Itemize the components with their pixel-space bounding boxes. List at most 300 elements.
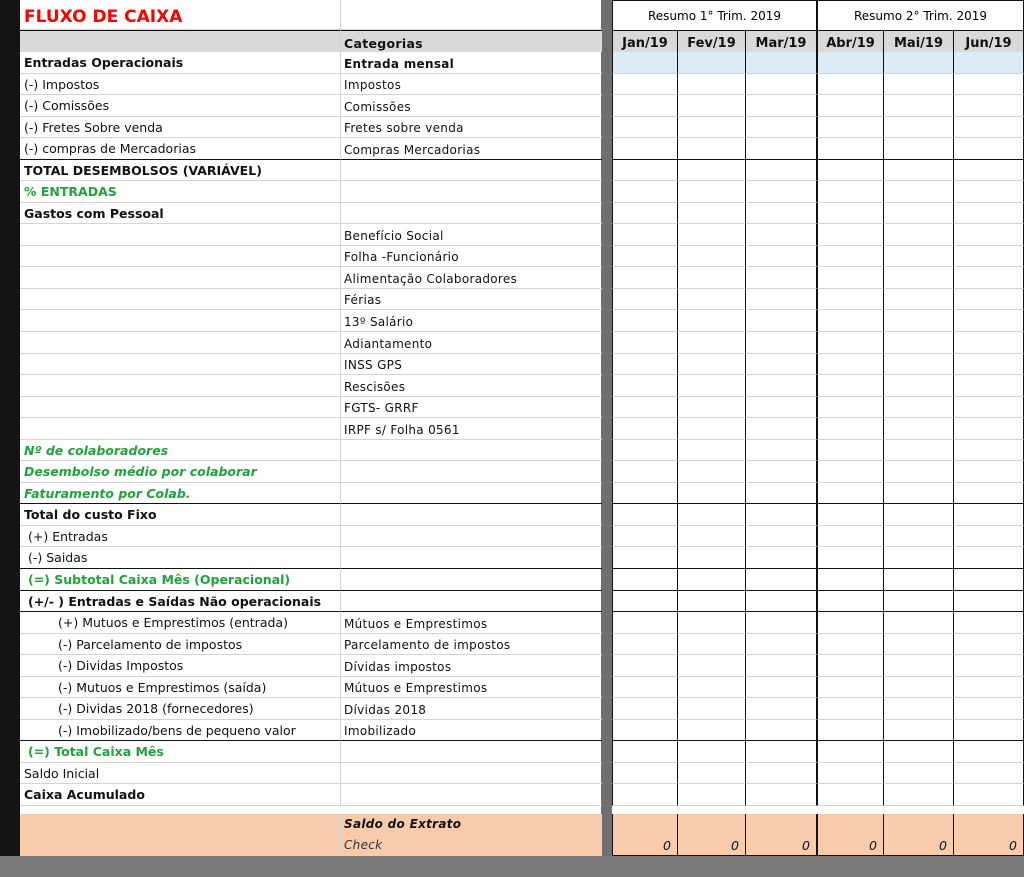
month-cell[interactable] bbox=[746, 203, 817, 224]
month-cell[interactable] bbox=[884, 483, 954, 504]
month-cell[interactable] bbox=[884, 612, 954, 634]
row-label[interactable] bbox=[20, 332, 341, 354]
month-cell[interactable] bbox=[884, 138, 954, 160]
month-cell[interactable] bbox=[746, 310, 817, 332]
month-cell[interactable] bbox=[954, 720, 1024, 741]
row-category[interactable]: Dívidas impostos bbox=[341, 655, 602, 677]
month-cell[interactable] bbox=[612, 720, 678, 741]
month-cell[interactable] bbox=[678, 52, 746, 74]
month-cell[interactable] bbox=[612, 203, 678, 224]
month-cell[interactable] bbox=[954, 117, 1024, 138]
month-cell[interactable] bbox=[884, 418, 954, 440]
month-cell[interactable] bbox=[884, 74, 954, 95]
month-cell[interactable] bbox=[954, 310, 1024, 332]
row-label[interactable] bbox=[20, 246, 341, 267]
month-cell[interactable] bbox=[612, 569, 678, 591]
row-label[interactable]: (+) Entradas bbox=[20, 526, 341, 547]
row-category[interactable]: Mútuos e Emprestimos bbox=[341, 612, 602, 634]
month-cell[interactable] bbox=[817, 784, 884, 806]
month-cell[interactable] bbox=[678, 267, 746, 289]
row-label[interactable] bbox=[20, 310, 341, 332]
month-cell[interactable] bbox=[884, 741, 954, 763]
month-cell[interactable] bbox=[817, 354, 884, 375]
month-cell[interactable] bbox=[678, 289, 746, 310]
month-cell[interactable] bbox=[746, 160, 817, 181]
check-cell-a[interactable] bbox=[20, 835, 341, 856]
row-category[interactable] bbox=[341, 504, 602, 526]
month-cell[interactable] bbox=[678, 720, 746, 741]
month-cell[interactable] bbox=[746, 138, 817, 160]
month-cell[interactable] bbox=[746, 375, 817, 397]
row-category[interactable] bbox=[341, 160, 602, 181]
month-cell[interactable] bbox=[746, 181, 817, 203]
row-category[interactable]: Compras Mercadorias bbox=[341, 138, 602, 160]
month-cell[interactable] bbox=[954, 655, 1024, 677]
row-label[interactable]: (+) Mutuos e Emprestimos (entrada) bbox=[20, 612, 341, 634]
month-cell[interactable] bbox=[884, 332, 954, 354]
row-category[interactable] bbox=[341, 440, 602, 461]
month-cell[interactable] bbox=[678, 418, 746, 440]
row-category[interactable] bbox=[341, 547, 602, 569]
month-cell[interactable] bbox=[678, 332, 746, 354]
month-cell[interactable] bbox=[612, 332, 678, 354]
month-cell[interactable] bbox=[954, 504, 1024, 526]
saldo-cell[interactable] bbox=[678, 814, 746, 835]
month-cell[interactable] bbox=[884, 52, 954, 74]
row-label[interactable]: Saldo Inicial bbox=[20, 763, 341, 784]
row-label[interactable]: % ENTRADAS bbox=[20, 181, 341, 203]
row-label[interactable] bbox=[20, 289, 341, 310]
month-cell[interactable] bbox=[678, 526, 746, 547]
month-cell[interactable] bbox=[884, 784, 954, 806]
month-header-jan[interactable]: Jan/19 bbox=[612, 30, 678, 52]
month-cell[interactable] bbox=[746, 591, 817, 612]
month-cell[interactable] bbox=[678, 95, 746, 117]
month-cell[interactable] bbox=[678, 160, 746, 181]
month-cell[interactable] bbox=[678, 224, 746, 246]
month-cell[interactable] bbox=[954, 267, 1024, 289]
month-cell[interactable] bbox=[746, 267, 817, 289]
month-cell[interactable] bbox=[884, 698, 954, 720]
month-cell[interactable] bbox=[954, 289, 1024, 310]
saldo-extrato-label[interactable]: Saldo do Extrato bbox=[341, 814, 602, 835]
month-cell[interactable] bbox=[954, 741, 1024, 763]
month-cell[interactable] bbox=[817, 267, 884, 289]
month-cell[interactable] bbox=[612, 634, 678, 655]
month-cell[interactable] bbox=[884, 397, 954, 418]
row-label[interactable]: Nº de colaboradores bbox=[20, 440, 341, 461]
month-cell[interactable] bbox=[746, 784, 817, 806]
check-value-fev[interactable]: 0 bbox=[678, 835, 746, 856]
month-cell[interactable] bbox=[678, 440, 746, 461]
row-category[interactable]: Impostos bbox=[341, 74, 602, 95]
row-category[interactable] bbox=[341, 181, 602, 203]
month-cell[interactable] bbox=[817, 117, 884, 138]
month-cell[interactable] bbox=[954, 612, 1024, 634]
month-cell[interactable] bbox=[746, 547, 817, 569]
row-label[interactable]: (-) Parcelamento de impostos bbox=[20, 634, 341, 655]
row-category[interactable] bbox=[341, 741, 602, 763]
month-cell[interactable] bbox=[817, 246, 884, 267]
row-category[interactable]: FGTS- GRRF bbox=[341, 397, 602, 418]
month-cell[interactable] bbox=[954, 698, 1024, 720]
row-category[interactable]: Entrada mensal bbox=[341, 52, 602, 74]
month-header-fev[interactable]: Fev/19 bbox=[678, 30, 746, 52]
check-value-abr[interactable]: 0 bbox=[817, 835, 884, 856]
row-label[interactable] bbox=[20, 267, 341, 289]
month-cell[interactable] bbox=[746, 741, 817, 763]
row-label[interactable] bbox=[20, 397, 341, 418]
month-cell[interactable] bbox=[746, 698, 817, 720]
month-cell[interactable] bbox=[612, 95, 678, 117]
month-cell[interactable] bbox=[678, 461, 746, 483]
header-cell-a[interactable] bbox=[20, 30, 341, 52]
row-label[interactable]: (-) compras de Mercadorias bbox=[20, 138, 341, 160]
row-category[interactable]: Parcelamento de impostos bbox=[341, 634, 602, 655]
month-cell[interactable] bbox=[678, 612, 746, 634]
row-label[interactable] bbox=[20, 418, 341, 440]
month-cell[interactable] bbox=[954, 591, 1024, 612]
check-value-mar[interactable]: 0 bbox=[746, 835, 817, 856]
row-category[interactable] bbox=[341, 763, 602, 784]
month-cell[interactable] bbox=[746, 677, 817, 698]
month-cell[interactable] bbox=[678, 504, 746, 526]
month-cell[interactable] bbox=[678, 698, 746, 720]
sheet-title[interactable]: FLUXO DE CAIXA bbox=[20, 0, 341, 30]
month-cell[interactable] bbox=[884, 677, 954, 698]
month-cell[interactable] bbox=[678, 375, 746, 397]
month-header-jun[interactable]: Jun/19 bbox=[954, 30, 1024, 52]
saldo-cell[interactable] bbox=[612, 814, 678, 835]
month-cell[interactable] bbox=[612, 397, 678, 418]
month-cell[interactable] bbox=[678, 569, 746, 591]
month-cell[interactable] bbox=[817, 74, 884, 95]
month-cell[interactable] bbox=[954, 547, 1024, 569]
month-header-mar[interactable]: Mar/19 bbox=[746, 30, 817, 52]
month-cell[interactable] bbox=[612, 289, 678, 310]
row-category[interactable] bbox=[341, 784, 602, 806]
month-cell[interactable] bbox=[612, 160, 678, 181]
month-cell[interactable] bbox=[884, 569, 954, 591]
month-cell[interactable] bbox=[817, 310, 884, 332]
month-cell[interactable] bbox=[817, 634, 884, 655]
month-cell[interactable] bbox=[954, 397, 1024, 418]
month-cell[interactable] bbox=[817, 483, 884, 504]
saldo-cell[interactable] bbox=[884, 814, 954, 835]
row-category[interactable]: Alimentação Colaboradores bbox=[341, 267, 602, 289]
month-cell[interactable] bbox=[954, 203, 1024, 224]
month-cell[interactable] bbox=[954, 784, 1024, 806]
row-label[interactable]: (=) Total Caixa Mês bbox=[20, 741, 341, 763]
month-cell[interactable] bbox=[817, 224, 884, 246]
month-cell[interactable] bbox=[612, 784, 678, 806]
month-cell[interactable] bbox=[954, 160, 1024, 181]
month-cell[interactable] bbox=[746, 418, 817, 440]
row-category[interactable]: Comissões bbox=[341, 95, 602, 117]
month-cell[interactable] bbox=[884, 763, 954, 784]
month-cell[interactable] bbox=[678, 763, 746, 784]
saldo-cell[interactable] bbox=[817, 814, 884, 835]
month-cell[interactable] bbox=[612, 246, 678, 267]
month-cell[interactable] bbox=[746, 483, 817, 504]
month-cell[interactable] bbox=[746, 95, 817, 117]
month-cell[interactable] bbox=[678, 203, 746, 224]
month-cell[interactable] bbox=[612, 461, 678, 483]
check-label[interactable]: Check bbox=[341, 835, 602, 856]
month-cell[interactable] bbox=[954, 332, 1024, 354]
month-cell[interactable] bbox=[884, 181, 954, 203]
check-value-mai[interactable]: 0 bbox=[884, 835, 954, 856]
month-cell[interactable] bbox=[678, 591, 746, 612]
month-cell[interactable] bbox=[746, 504, 817, 526]
month-cell[interactable] bbox=[612, 591, 678, 612]
month-cell[interactable] bbox=[817, 397, 884, 418]
month-cell[interactable] bbox=[884, 117, 954, 138]
month-cell[interactable] bbox=[817, 763, 884, 784]
month-cell[interactable] bbox=[884, 267, 954, 289]
row-category[interactable]: Férias bbox=[341, 289, 602, 310]
trimester-1-header[interactable]: Resumo 1° Trim. 2019 bbox=[612, 0, 817, 30]
month-cell[interactable] bbox=[884, 160, 954, 181]
row-category[interactable]: IRPF s/ Folha 0561 bbox=[341, 418, 602, 440]
month-cell[interactable] bbox=[817, 591, 884, 612]
month-cell[interactable] bbox=[746, 655, 817, 677]
row-category[interactable]: Rescisões bbox=[341, 375, 602, 397]
month-cell[interactable] bbox=[954, 440, 1024, 461]
month-cell[interactable] bbox=[678, 181, 746, 203]
row-label[interactable]: Entradas Operacionais bbox=[20, 52, 341, 74]
month-cell[interactable] bbox=[954, 634, 1024, 655]
month-cell[interactable] bbox=[746, 224, 817, 246]
row-category[interactable] bbox=[341, 526, 602, 547]
month-cell[interactable] bbox=[884, 655, 954, 677]
month-cell[interactable] bbox=[884, 310, 954, 332]
row-category[interactable]: INSS GPS bbox=[341, 354, 602, 375]
month-cell[interactable] bbox=[746, 720, 817, 741]
month-cell[interactable] bbox=[612, 655, 678, 677]
month-cell[interactable] bbox=[612, 504, 678, 526]
categorias-header[interactable]: Categorias bbox=[341, 30, 602, 52]
row-label[interactable]: (-) Dividas 2018 (fornecedores) bbox=[20, 698, 341, 720]
month-cell[interactable] bbox=[612, 354, 678, 375]
month-cell[interactable] bbox=[746, 569, 817, 591]
month-cell[interactable] bbox=[817, 181, 884, 203]
month-cell[interactable] bbox=[954, 95, 1024, 117]
month-cell[interactable] bbox=[678, 138, 746, 160]
month-cell[interactable] bbox=[954, 246, 1024, 267]
row-label[interactable]: (-) Fretes Sobre venda bbox=[20, 117, 341, 138]
row-label[interactable]: (-) Imobilizado/bens de pequeno valor bbox=[20, 720, 341, 741]
month-cell[interactable] bbox=[612, 612, 678, 634]
month-cell[interactable] bbox=[817, 612, 884, 634]
month-cell[interactable] bbox=[612, 267, 678, 289]
month-cell[interactable] bbox=[678, 483, 746, 504]
month-cell[interactable] bbox=[817, 569, 884, 591]
row-label[interactable]: (-) Saidas bbox=[20, 547, 341, 569]
check-value-jun[interactable]: 0 bbox=[954, 835, 1024, 856]
row-category[interactable]: Dívidas 2018 bbox=[341, 698, 602, 720]
month-cell[interactable] bbox=[678, 677, 746, 698]
month-cell[interactable] bbox=[678, 547, 746, 569]
month-cell[interactable] bbox=[612, 698, 678, 720]
month-cell[interactable] bbox=[612, 181, 678, 203]
row-label[interactable] bbox=[20, 354, 341, 375]
month-header-abr[interactable]: Abr/19 bbox=[817, 30, 884, 52]
month-cell[interactable] bbox=[612, 310, 678, 332]
month-cell[interactable] bbox=[817, 655, 884, 677]
month-cell[interactable] bbox=[884, 547, 954, 569]
month-cell[interactable] bbox=[954, 138, 1024, 160]
month-cell[interactable] bbox=[817, 440, 884, 461]
month-cell[interactable] bbox=[746, 74, 817, 95]
row-category[interactable]: Mútuos e Emprestimos bbox=[341, 677, 602, 698]
row-label[interactable] bbox=[20, 224, 341, 246]
row-label[interactable]: Total do custo Fixo bbox=[20, 504, 341, 526]
month-cell[interactable] bbox=[746, 526, 817, 547]
month-cell[interactable] bbox=[612, 526, 678, 547]
month-cell[interactable] bbox=[954, 375, 1024, 397]
month-cell[interactable] bbox=[678, 117, 746, 138]
month-cell[interactable] bbox=[817, 698, 884, 720]
month-cell[interactable] bbox=[954, 52, 1024, 74]
month-cell[interactable] bbox=[954, 461, 1024, 483]
row-label[interactable]: (=) Subtotal Caixa Mês (Operacional) bbox=[20, 569, 341, 591]
month-cell[interactable] bbox=[884, 95, 954, 117]
row-label[interactable]: (+/- ) Entradas e Saídas Não operacionais bbox=[20, 591, 341, 612]
month-cell[interactable] bbox=[612, 117, 678, 138]
month-cell[interactable] bbox=[817, 418, 884, 440]
month-cell[interactable] bbox=[884, 375, 954, 397]
saldo-cell-a[interactable] bbox=[20, 814, 341, 835]
month-cell[interactable] bbox=[746, 397, 817, 418]
row-category[interactable]: 13º Salário bbox=[341, 310, 602, 332]
month-cell[interactable] bbox=[678, 741, 746, 763]
month-cell[interactable] bbox=[612, 418, 678, 440]
month-cell[interactable] bbox=[817, 375, 884, 397]
month-cell[interactable] bbox=[954, 569, 1024, 591]
row-category[interactable] bbox=[341, 569, 602, 591]
month-cell[interactable] bbox=[954, 181, 1024, 203]
month-cell[interactable] bbox=[884, 203, 954, 224]
row-label[interactable]: Desembolso médio por colaborar bbox=[20, 461, 341, 483]
month-cell[interactable] bbox=[954, 526, 1024, 547]
row-label[interactable]: Faturamento por Colab. bbox=[20, 483, 341, 504]
month-cell[interactable] bbox=[678, 354, 746, 375]
month-cell[interactable] bbox=[678, 246, 746, 267]
month-cell[interactable] bbox=[612, 375, 678, 397]
month-cell[interactable] bbox=[817, 720, 884, 741]
row-label[interactable]: (-) Dividas Impostos bbox=[20, 655, 341, 677]
month-cell[interactable] bbox=[884, 720, 954, 741]
row-category[interactable]: Folha -Funcionário bbox=[341, 246, 602, 267]
row-category[interactable] bbox=[341, 461, 602, 483]
month-cell[interactable] bbox=[817, 741, 884, 763]
month-cell[interactable] bbox=[746, 117, 817, 138]
month-cell[interactable] bbox=[817, 677, 884, 698]
month-cell[interactable] bbox=[817, 461, 884, 483]
month-cell[interactable] bbox=[612, 677, 678, 698]
row-label[interactable]: Caixa Acumulado bbox=[20, 784, 341, 806]
title-cell-b[interactable] bbox=[341, 0, 602, 30]
month-cell[interactable] bbox=[746, 634, 817, 655]
month-cell[interactable] bbox=[884, 634, 954, 655]
row-category[interactable] bbox=[341, 591, 602, 612]
month-cell[interactable] bbox=[678, 74, 746, 95]
month-cell[interactable] bbox=[884, 224, 954, 246]
month-cell[interactable] bbox=[817, 52, 884, 74]
month-cell[interactable] bbox=[884, 591, 954, 612]
month-cell[interactable] bbox=[612, 52, 678, 74]
row-category[interactable]: Benefício Social bbox=[341, 224, 602, 246]
month-cell[interactable] bbox=[817, 138, 884, 160]
month-cell[interactable] bbox=[884, 526, 954, 547]
month-cell[interactable] bbox=[612, 440, 678, 461]
month-cell[interactable] bbox=[746, 52, 817, 74]
month-cell[interactable] bbox=[817, 203, 884, 224]
month-cell[interactable] bbox=[746, 461, 817, 483]
month-cell[interactable] bbox=[746, 440, 817, 461]
month-cell[interactable] bbox=[954, 74, 1024, 95]
row-label[interactable]: TOTAL DESEMBOLSOS (VARIÁVEL) bbox=[20, 160, 341, 181]
month-cell[interactable] bbox=[678, 655, 746, 677]
month-cell[interactable] bbox=[746, 612, 817, 634]
month-cell[interactable] bbox=[678, 310, 746, 332]
month-cell[interactable] bbox=[884, 354, 954, 375]
month-cell[interactable] bbox=[612, 483, 678, 504]
check-value-jan[interactable]: 0 bbox=[612, 835, 678, 856]
month-cell[interactable] bbox=[884, 440, 954, 461]
month-cell[interactable] bbox=[817, 332, 884, 354]
saldo-cell[interactable] bbox=[954, 814, 1024, 835]
month-cell[interactable] bbox=[954, 224, 1024, 246]
month-cell[interactable] bbox=[884, 289, 954, 310]
month-cell[interactable] bbox=[612, 547, 678, 569]
month-cell[interactable] bbox=[954, 418, 1024, 440]
month-cell[interactable] bbox=[678, 397, 746, 418]
row-category[interactable]: Fretes sobre venda bbox=[341, 117, 602, 138]
month-cell[interactable] bbox=[817, 95, 884, 117]
month-cell[interactable] bbox=[746, 332, 817, 354]
month-cell[interactable] bbox=[746, 246, 817, 267]
month-cell[interactable] bbox=[612, 224, 678, 246]
month-cell[interactable] bbox=[817, 289, 884, 310]
month-cell[interactable] bbox=[746, 763, 817, 784]
month-cell[interactable] bbox=[954, 677, 1024, 698]
month-cell[interactable] bbox=[884, 461, 954, 483]
saldo-cell[interactable] bbox=[746, 814, 817, 835]
month-cell[interactable] bbox=[884, 504, 954, 526]
month-cell[interactable] bbox=[884, 246, 954, 267]
month-cell[interactable] bbox=[817, 160, 884, 181]
trimester-2-header[interactable]: Resumo 2° Trim. 2019 bbox=[817, 0, 1024, 30]
month-cell[interactable] bbox=[954, 483, 1024, 504]
row-category[interactable] bbox=[341, 203, 602, 224]
row-category[interactable]: Adiantamento bbox=[341, 332, 602, 354]
month-cell[interactable] bbox=[954, 354, 1024, 375]
row-label[interactable]: Gastos com Pessoal bbox=[20, 203, 341, 224]
row-label[interactable]: (-) Impostos bbox=[20, 74, 341, 95]
month-cell[interactable] bbox=[612, 74, 678, 95]
month-cell[interactable] bbox=[817, 504, 884, 526]
row-label[interactable]: (-) Mutuos e Emprestimos (saída) bbox=[20, 677, 341, 698]
month-header-mai[interactable]: Mai/19 bbox=[884, 30, 954, 52]
row-category[interactable]: Imobilizado bbox=[341, 720, 602, 741]
month-cell[interactable] bbox=[817, 547, 884, 569]
month-cell[interactable] bbox=[612, 763, 678, 784]
month-cell[interactable] bbox=[817, 526, 884, 547]
month-cell[interactable] bbox=[678, 634, 746, 655]
month-cell[interactable] bbox=[746, 354, 817, 375]
